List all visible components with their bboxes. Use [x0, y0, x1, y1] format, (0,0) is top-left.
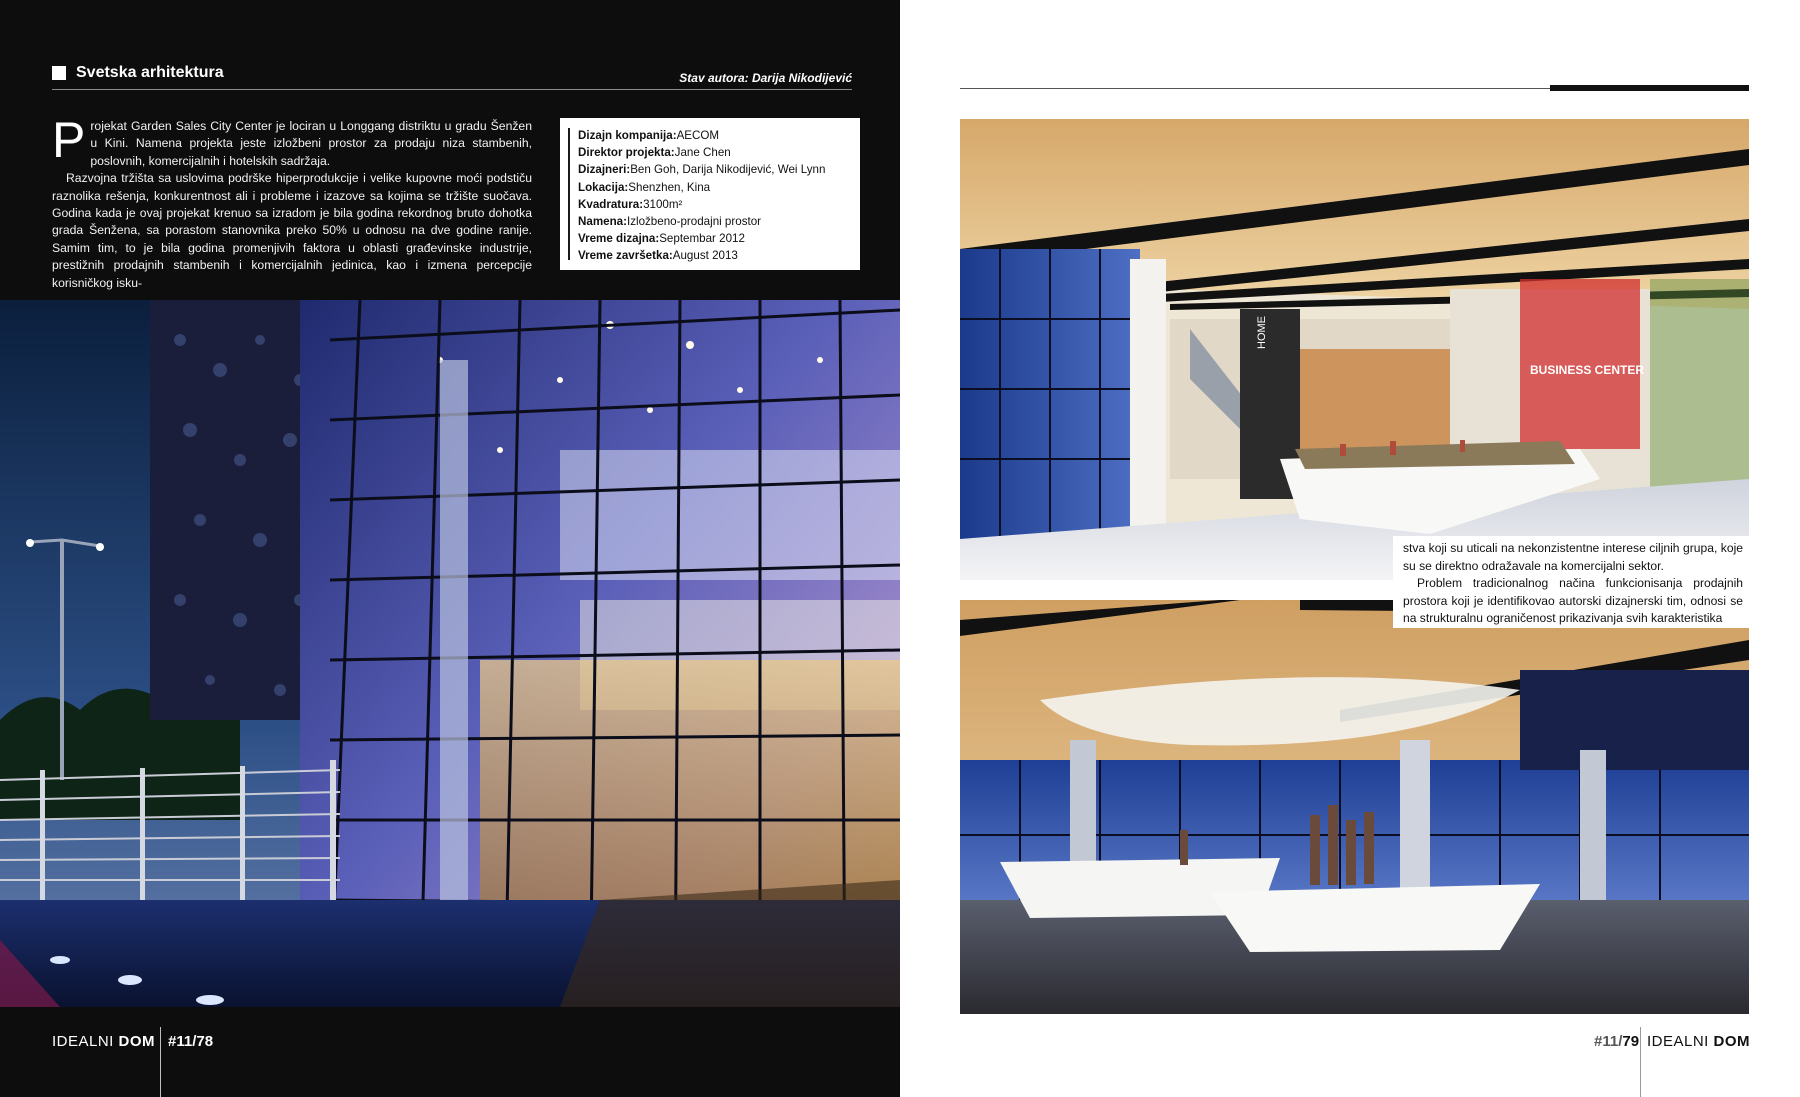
info-row: Direktor projekta:Jane Chen: [578, 146, 731, 160]
header-rule: [52, 89, 852, 90]
page-number-right: #11/79: [1594, 1033, 1640, 1050]
info-row: Dizajneri:Ben Goh, Darija Nikodijević, Wei Lynn: [578, 163, 826, 177]
info-row: Dizajn kompanija:AECOM: [578, 129, 720, 142]
article-paragraph: Problem tradicionalnog načina funkcionisanja prodajnih prostora koji je identifikovao autorski dizajnerski tim, odnosi se na strukturalnu ograničenost prikazivanja svih karakteristika: [1403, 576, 1743, 626]
author-credit: Stav autora: Darija Nikodijević: [679, 71, 852, 85]
info-row: Kvadratura:3100m²: [578, 197, 683, 211]
article-paragraph: Projekat Garden Sales City Center je lociran u Longgang distriktu u gradu Šenžen u Kini. Namena projekta jeste izložbeni prostor za prodaju niza stambenih, poslovnih, komercijalnih i hotelskih sadržaja.: [52, 112, 532, 168]
page-number-left: #11/78: [168, 1033, 214, 1050]
project-info-list: [578, 127, 825, 265]
interior-hall-photo: [960, 600, 1749, 1014]
info-row: Lokacija:Shenzhen, Kina: [578, 180, 711, 194]
continued-text: [1403, 540, 1743, 628]
business-center-sign: BUSINESS CENTER: [1530, 363, 1645, 377]
top-rule-thin: [960, 88, 1550, 89]
article-paragraph: Razvojna tržišta sa uslovima podrške hiperprodukcije i velike kupovne moći podstiču raznolika rešenja, konkurentnost ali i probleme i izazove sa kojima se tržište suočava. Godina kada je ovaj projekat krenuo sa izradom je bila godina rekordnog bruto dohotka grada Šenžena, sa porastom stanovnika preko 50% u odnosu na dve godine ranije. Samim tim, to je bila godina promenjivih faktora u oblasti građevinske industrije, prestižnih prodajnih stambenih i komercijalnih jedinica, kao i izmena percepcije korisničkog isku-: [52, 171, 532, 290]
exterior-facade-photo: [0, 300, 900, 1007]
footer-divider-right: [1640, 1027, 1641, 1097]
section-header: [52, 64, 224, 82]
drop-cap: P: [52, 112, 86, 168]
article-body: [52, 112, 532, 292]
footer-divider-left: [160, 1027, 161, 1097]
home-sign: HOME: [1256, 316, 1268, 349]
article-paragraph: stva koji su uticali na nekonzistentne interese ciljnih grupa, koje su se direktno odražavale na komercijalni sektor.: [1403, 541, 1743, 573]
footer-brand-left: IDEALNI DOM: [52, 1033, 156, 1050]
section-title: Svetska arhitektura: [76, 64, 224, 81]
project-info-box: [560, 118, 860, 270]
info-row: Vreme dizajna:Septembar 2012: [578, 232, 745, 246]
info-row: Namena:Izložbeno-prodajni prostor: [578, 215, 762, 229]
interior-lobby-photo: [960, 119, 1749, 580]
top-rule-thick: [1550, 85, 1749, 91]
info-box-bar: [568, 128, 570, 260]
footer-brand-right: IDEALNI DOM: [1646, 1033, 1750, 1050]
continued-text-box: [1393, 536, 1750, 628]
section-marker-icon: [52, 66, 66, 80]
info-row: Vreme završetka:August 2013: [578, 249, 738, 263]
